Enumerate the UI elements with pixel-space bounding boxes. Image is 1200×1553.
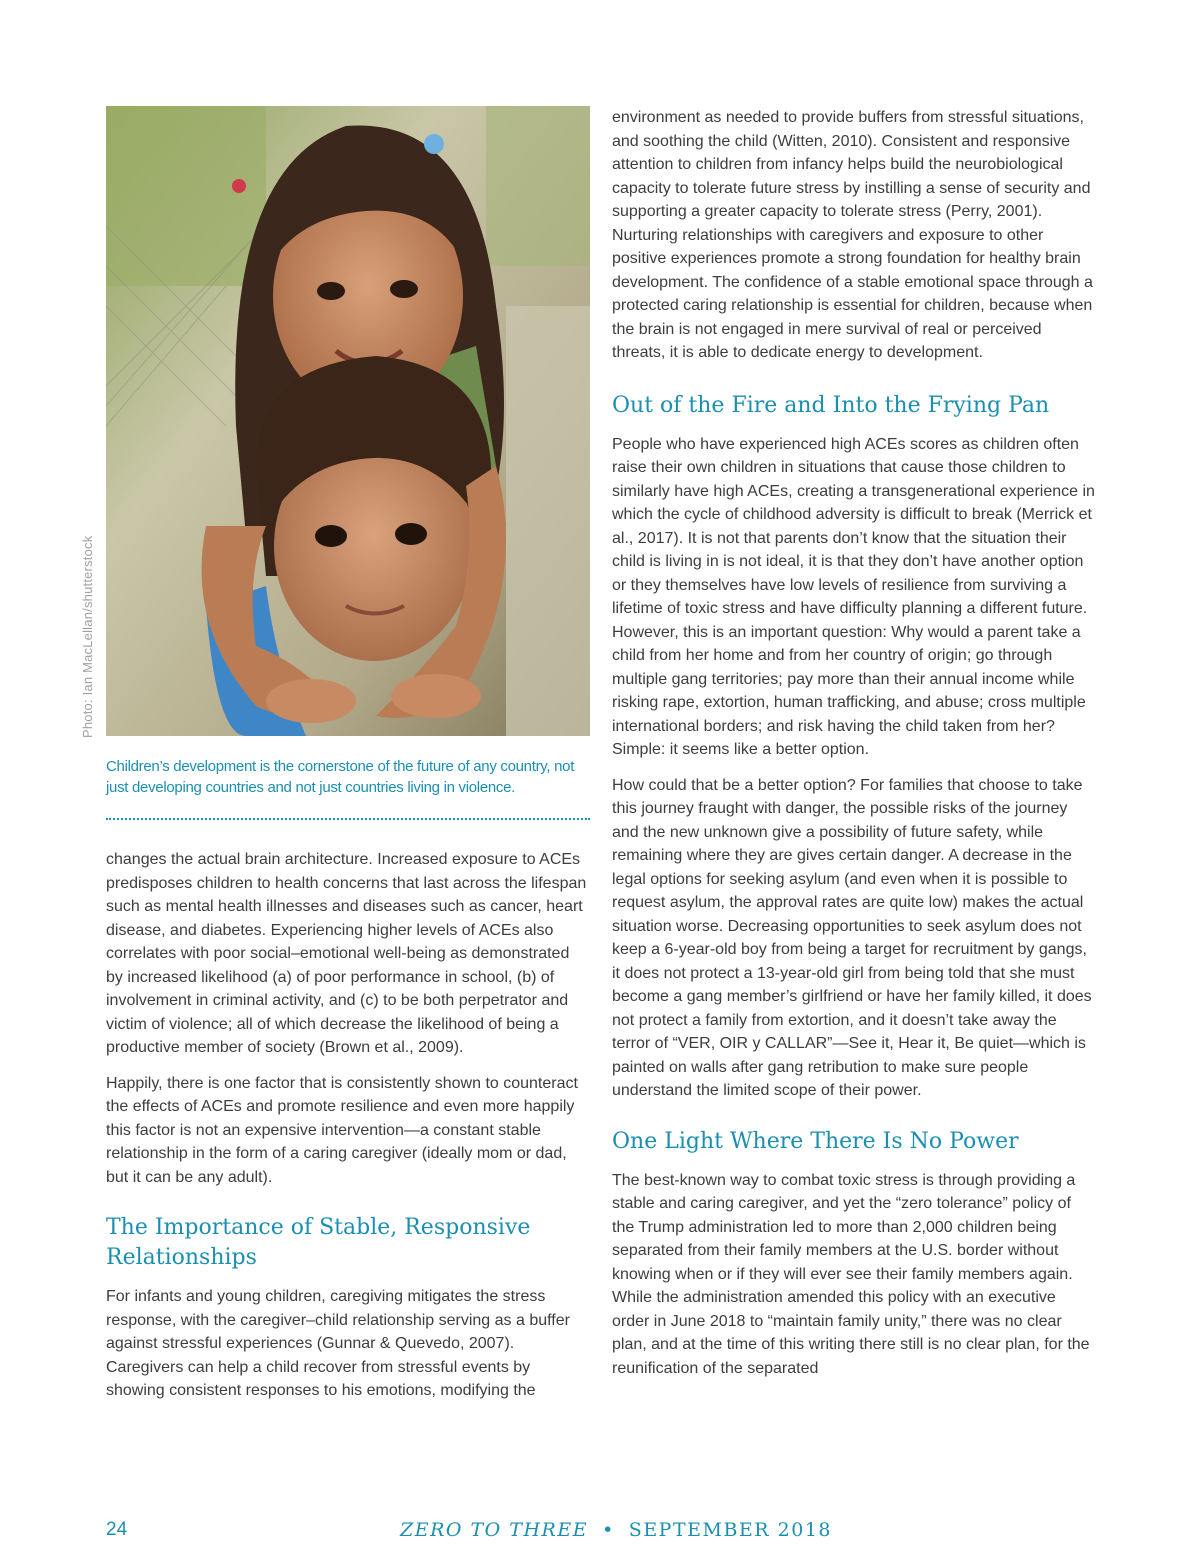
left-column [106, 106, 590, 1415]
photo-credit: Photo: Ian MacLellan/shutterstock [80, 535, 95, 738]
right-paragraph-3: How could that be a better option? For families that choose to take this journey fraught with danger, the possible risks of the journey and the new unknown give a possibility of future safety, while remaining where they are gives certain danger. A decrease in the legal options for seeking asylum (and even when it is possible to request asylum, the approval rates are quite low) makes the actual situation worse. Decreasing opportunities to seek asylum does not keep a 6-year-old boy from being a target for recruitment by gangs, it does not protect a 13-year-old girl from being told that she must become a gang member’s girlfriend or have her family killed, it does not protect a family from extortion, and it doesn’t take away the terror of “VER, OIR y CALLAR”—See it, Hear it, Be quiet—which is painted on walls after gang retribution to make sure people understand the limited scope of their power. [612, 776, 1092, 1099]
photo-children [106, 106, 590, 736]
heading-fire-frying-pan: Out of the Fire and Into the Frying Pan [612, 392, 1050, 418]
right-paragraph-4: The best-known way to combat toxic stress is through providing a stable and caring caregiver, and yet the “zero tolerance” policy of the Trump administration led to more than 2,000 children being separated from their family members at the U.S. border without knowing when or if they will ever see their family members again. While the administration amended this policy with an executive order in June 2018 to “maintain family unity,” there was no clear plan, and at the time of this writing there still is no clear plan, for the reunification of the separated [612, 1171, 1090, 1377]
left-paragraph-1: changes the actual brain architecture. Increased exposure to ACEs predisposes children to health concerns that last across the lifespan such as mental health illnesses and diseases such as cancer, heart disease, and diabetes. Experiencing higher levels of ACEs also correlates with poor social–emotional well-being as demonstrated by increased likelihood (a) of poor performance in school, (b) of involvement in criminal activity, and (c) to be both perpetrator and victim of violence; all of which decrease the likelihood of being a productive member of society (Brown et al., 2009). [106, 851, 587, 1056]
page-number: 24 [106, 1519, 128, 1540]
left-paragraph-3: For infants and young children, caregiving mitigates the stress response, with the caregiver–child relationship serving as a buffer against stressful experiences (Gunnar & Quevedo, 2007). Caregivers can help a child recover from stressful events by showing consistent responses to his emotions, modifying the [106, 1288, 570, 1399]
page-footer [106, 1519, 1100, 1545]
heading-one-light: One Light Where There Is No Power [612, 1128, 1019, 1154]
photo-illustration [106, 106, 590, 736]
right-column [612, 106, 1096, 1392]
magazine-name: ZERO TO THREE [400, 1519, 589, 1541]
left-paragraph-2: Happily, there is one factor that is consistently shown to counteract the effects of ACEs and promote resilience and even more happily this factor is not an expensive intervention—a constant stable relationship in the form of a caring caregiver (ideally mom or dad, but it can be any adult). [106, 1074, 578, 1186]
journal-title [400, 1519, 832, 1541]
separator-dot: • [602, 1519, 615, 1541]
right-paragraph-1: environment as needed to provide buffers from stressful situations, and soothing the child (Witten, 2010). Consistent and responsive attention to children from infancy helps build the neurobiological capacity to tolerate future stress by instilling a sense of security and supporting a greater capacity to tolerate stress (Perry, 2001). Nurturing relationships with caregivers and exposure to other positive experiences promote a strong foundation for healthy brain development. The confidence of a stable emotional space through a protected caring relationship is essential for children, because when the brain is not engaged in mere survival of real or perceived threats, it is able to dedicate energy to development. [612, 109, 1093, 361]
heading-stable-relationships: The Importance of Stable, Responsive Relationships [106, 1215, 531, 1270]
photo-caption: Children’s development is the cornerstone of the future of any country, not just developing countries and not just countries living in violence. [106, 758, 575, 796]
issue-date: SEPTEMBER 2018 [628, 1519, 832, 1541]
right-paragraph-2: People who have experienced high ACEs scores as children often raise their own children in situations that cause those children to similarly have high ACEs, creating a transgenerational experience in which the cycle of childhood adversity is difficult to break (Merrick et al., 2017). It is not that parents don’t know that the situation their child is living in is not ideal, it is that they don’t have another option or they themselves have low levels of resilience from surviving a lifetime of toxic stress and have difficulty planning a different future. However, this is an important question: Why would a parent take a child from her home and from her country of origin; go through multiple gang territories; pay more than their annual income while risking rape, extortion, human trafficking, and abuse; cross multiple international borders; and risk having the child taken from her? Simple: it seems like a better option. [612, 435, 1095, 758]
